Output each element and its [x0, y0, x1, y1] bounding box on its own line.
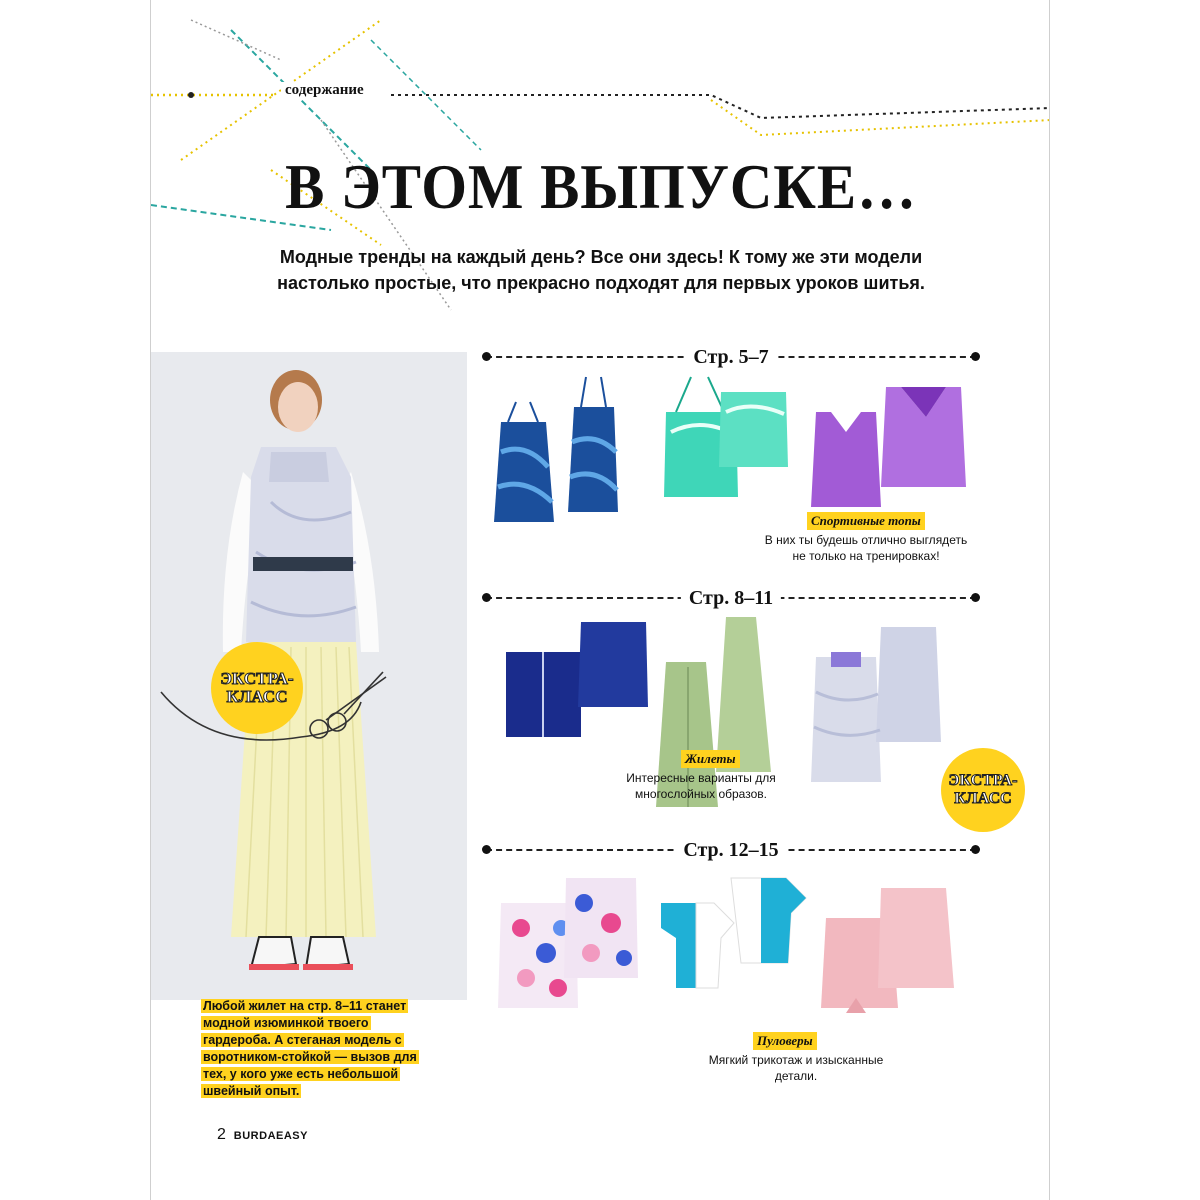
category-desc-sports-tops: В них ты будешь отлично выглядеть не только на тренировках! — [764, 533, 968, 563]
model-illustration — [151, 352, 467, 1000]
section-pages: Стр. 12–15 — [675, 838, 786, 862]
section-header-pullovers — [486, 838, 976, 862]
section-pages: Стр. 5–7 — [685, 345, 776, 369]
sports-tops-illustration — [486, 372, 976, 522]
category-tag-vests: Жилеты — [681, 750, 740, 768]
section-label: содержание — [281, 82, 368, 99]
magazine-page — [150, 0, 1050, 1200]
page-number: 2 — [217, 1126, 226, 1143]
section-header-vests — [486, 586, 976, 610]
page-footer — [217, 1126, 308, 1144]
section-header-sports — [486, 345, 976, 369]
brand-name: BURDAEASY — [233, 1130, 308, 1142]
pullovers-illustration — [486, 868, 976, 1028]
category-tag-sports-tops: Спортивные топы — [807, 512, 925, 530]
page-title: В ЭТОМ ВЫПУСКЕ… — [285, 151, 917, 222]
extra-class-badge: ЭКСТРА- КЛАСС — [941, 748, 1025, 832]
photo-caption: Любой жилет на стр. 8–11 станет модной изюминкой твоего гардероба. А стеганая модель с воротником-стойкой — вызов для тех, у кого уже есть небольшой швейный опыт. — [203, 999, 417, 1098]
model-photo — [151, 352, 467, 1000]
intro-text: Модные тренды на каждый день? Все они здесь! К тому же эти модели настолько простые, что прекрасно подходят для первых уроков шитья. — [277, 247, 925, 293]
category-desc-pullovers: Мягкий трикотаж и изысканные детали. — [708, 1053, 884, 1083]
category-tag-pullovers: Пуловеры — [753, 1032, 817, 1050]
section-pages: Стр. 8–11 — [681, 586, 781, 610]
extra-class-badge: ЭКСТРА- КЛАСС — [211, 642, 303, 734]
category-desc-vests: Интересные варианты для многослойных образов. — [626, 771, 776, 801]
